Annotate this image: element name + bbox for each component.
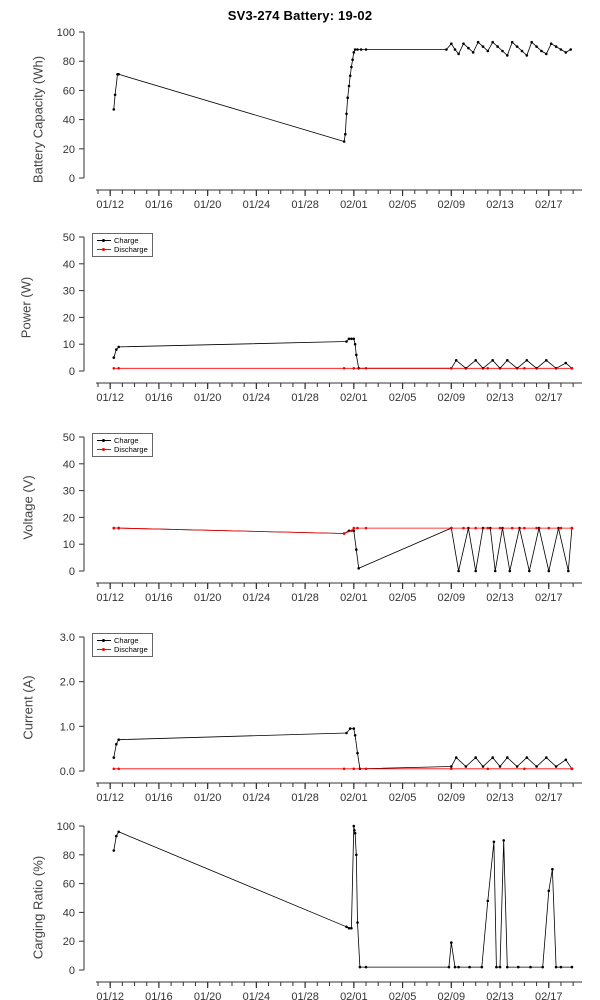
svg-text:80: 80 (62, 849, 75, 862)
svg-text:2.0: 2.0 (59, 676, 75, 689)
svg-text:02/13: 02/13 (486, 991, 514, 1000)
svg-text:02/05: 02/05 (388, 199, 417, 211)
svg-text:40: 40 (62, 258, 75, 271)
svg-text:20: 20 (62, 143, 75, 156)
panel-voltage-plot (0, 415, 600, 604)
legend-swatch-discharge (97, 249, 111, 250)
legend-label-discharge: Discharge (114, 245, 148, 254)
svg-text:02/05: 02/05 (388, 991, 417, 1000)
svg-text:01/16: 01/16 (145, 199, 173, 211)
legend-label-charge: Charge (114, 236, 139, 245)
svg-text:3.0: 3.0 (59, 632, 75, 644)
svg-text:01/28: 01/28 (291, 792, 319, 804)
legend-item-discharge (97, 645, 148, 654)
svg-text:02/09: 02/09 (437, 792, 466, 804)
svg-text:60: 60 (62, 85, 75, 98)
legend-item-discharge (97, 445, 148, 454)
svg-text:02/01: 02/01 (340, 792, 368, 804)
svg-text:01/24: 01/24 (242, 199, 271, 211)
svg-text:01/28: 01/28 (291, 392, 319, 404)
svg-text:02/09: 02/09 (437, 199, 466, 211)
svg-text:01/24: 01/24 (242, 592, 271, 604)
svg-text:01/20: 01/20 (193, 392, 222, 404)
legend-swatch-discharge (97, 649, 111, 650)
svg-text:02/01: 02/01 (340, 592, 368, 604)
svg-text:02/01: 02/01 (340, 991, 368, 1000)
svg-text:01/12: 01/12 (96, 592, 124, 604)
panel-charging-ratio (0, 812, 600, 1000)
svg-text:01/20: 01/20 (193, 592, 222, 604)
legend-item-charge (97, 236, 148, 245)
svg-text:01/12: 01/12 (96, 991, 124, 1000)
svg-text:01/24: 01/24 (242, 392, 271, 404)
panel-current-ylabel: Current (A) (20, 675, 36, 740)
legend-label-charge: Charge (114, 436, 139, 445)
panel-power-ylabel: Power (W) (18, 276, 34, 339)
legend-power (92, 233, 153, 257)
svg-text:10: 10 (62, 539, 75, 552)
svg-text:02/05: 02/05 (388, 592, 417, 604)
svg-text:02/01: 02/01 (340, 199, 368, 211)
svg-text:40: 40 (62, 907, 75, 920)
svg-text:100: 100 (56, 27, 75, 39)
panel-battery-capacity-plot (0, 20, 600, 210)
svg-text:100: 100 (56, 821, 75, 833)
legend-swatch-charge (97, 640, 111, 641)
svg-text:02/17: 02/17 (534, 991, 563, 1000)
svg-text:20: 20 (62, 512, 75, 525)
legend-swatch-charge (97, 240, 111, 241)
legend-swatch-discharge (97, 449, 111, 450)
panel-battery-capacity (0, 20, 600, 210)
panel-battery-capacity-ylabel: Battery Capacity (Wh) (30, 55, 46, 184)
svg-text:01/24: 01/24 (242, 792, 271, 804)
svg-text:01/16: 01/16 (145, 392, 173, 404)
panel-voltage-ylabel: Voltage (V) (20, 475, 36, 540)
svg-text:60: 60 (62, 878, 75, 891)
legend-voltage (92, 433, 153, 457)
svg-text:01/16: 01/16 (145, 592, 173, 604)
svg-text:0.0: 0.0 (59, 766, 75, 778)
legend-label-discharge: Discharge (114, 645, 148, 654)
svg-text:50: 50 (62, 232, 75, 244)
legend-current (92, 633, 153, 657)
panel-voltage (0, 415, 600, 604)
svg-text:01/12: 01/12 (96, 792, 124, 804)
svg-text:01/28: 01/28 (291, 592, 319, 604)
legend-item-charge (97, 636, 148, 645)
svg-text:02/17: 02/17 (534, 392, 563, 404)
svg-text:10: 10 (62, 339, 75, 352)
panel-charging-ratio-plot (0, 812, 600, 1000)
svg-text:30: 30 (62, 285, 75, 298)
panel-current-plot (0, 615, 600, 804)
svg-text:01/16: 01/16 (145, 792, 173, 804)
svg-text:20: 20 (62, 936, 75, 949)
legend-label-discharge: Discharge (114, 445, 148, 454)
svg-text:40: 40 (62, 114, 75, 127)
svg-text:01/16: 01/16 (145, 991, 173, 1000)
svg-text:02/13: 02/13 (486, 199, 514, 211)
svg-text:01/20: 01/20 (193, 792, 222, 804)
svg-text:01/20: 01/20 (193, 199, 222, 211)
svg-text:02/13: 02/13 (486, 592, 514, 604)
svg-text:02/01: 02/01 (340, 392, 368, 404)
svg-text:01/12: 01/12 (96, 392, 124, 404)
svg-text:02/13: 02/13 (486, 792, 514, 804)
svg-text:01/28: 01/28 (291, 199, 319, 211)
svg-text:30: 30 (62, 485, 75, 498)
svg-text:02/05: 02/05 (388, 792, 417, 804)
svg-text:0: 0 (68, 965, 75, 977)
svg-text:20: 20 (62, 312, 75, 325)
svg-text:02/09: 02/09 (437, 592, 466, 604)
svg-text:02/17: 02/17 (534, 792, 563, 804)
svg-text:02/17: 02/17 (534, 199, 563, 211)
legend-swatch-charge (97, 440, 111, 441)
svg-text:01/20: 01/20 (193, 991, 222, 1000)
svg-text:01/12: 01/12 (96, 199, 124, 211)
svg-text:01/24: 01/24 (242, 991, 271, 1000)
svg-text:0: 0 (68, 566, 75, 578)
svg-text:02/05: 02/05 (388, 392, 417, 404)
svg-text:02/13: 02/13 (486, 392, 514, 404)
svg-text:40: 40 (62, 458, 75, 471)
svg-text:1.0: 1.0 (59, 721, 75, 734)
panel-charging-ratio-ylabel: Carging Ratio (%) (30, 855, 46, 960)
svg-text:01/28: 01/28 (291, 991, 319, 1000)
svg-text:0: 0 (68, 173, 75, 185)
panel-power-plot (0, 215, 600, 404)
panel-current (0, 615, 600, 804)
panel-power (0, 215, 600, 404)
svg-text:02/09: 02/09 (437, 392, 466, 404)
legend-label-charge: Charge (114, 636, 139, 645)
svg-text:02/17: 02/17 (534, 592, 563, 604)
svg-text:80: 80 (62, 56, 75, 69)
legend-item-discharge (97, 245, 148, 254)
svg-text:50: 50 (62, 432, 75, 444)
legend-item-charge (97, 436, 148, 445)
svg-text:02/09: 02/09 (437, 991, 466, 1000)
svg-text:0: 0 (68, 366, 75, 378)
page-title: SV3-274 Battery: 19-02 (227, 8, 373, 23)
